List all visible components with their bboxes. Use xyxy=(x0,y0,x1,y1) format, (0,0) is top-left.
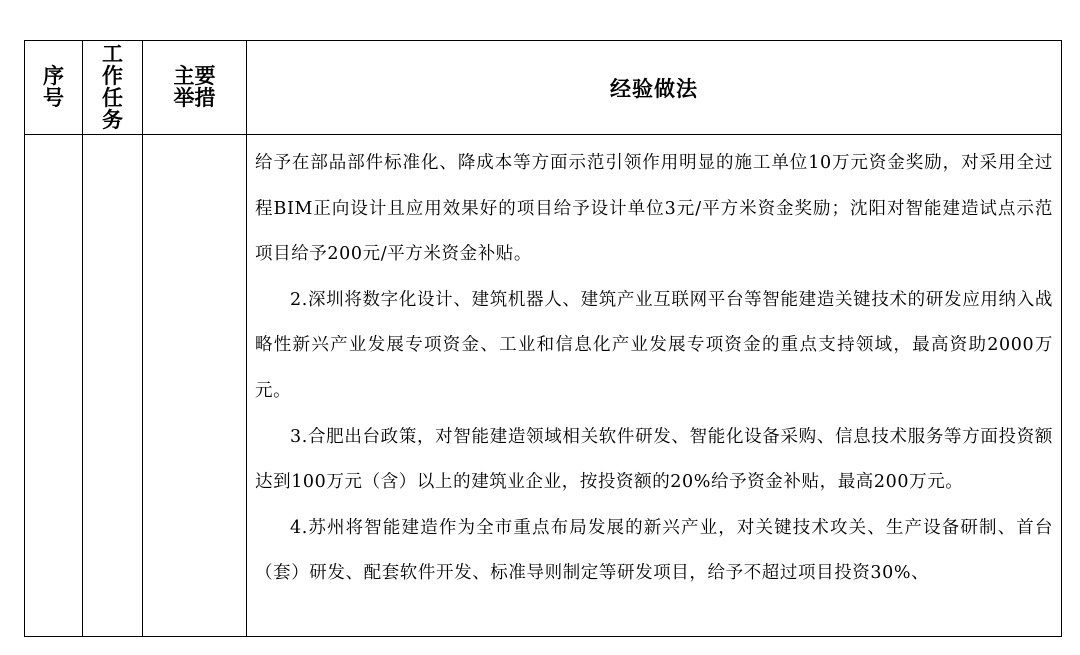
paragraph-4: 4.苏州将智能建造作为全市重点布局发展的新兴产业，对关键技术攻关、生产设备研制、首台（套）研发、配套软件开发、标准导则制定等研发项目，给予不超过项目投资30%、 xyxy=(255,517,1053,584)
header-index xyxy=(25,41,83,135)
header-measure xyxy=(143,41,247,135)
paragraph-2: 2.深圳将数字化设计、建筑机器人、建筑产业互联网平台等智能建造关键技术的研发应用纳入战略性新兴产业发展专项资金、工业和信息化产业发展专项资金的重点支持领域，最高资助2000万元。 xyxy=(255,289,1053,401)
content-row xyxy=(25,135,1062,637)
cell-index xyxy=(25,135,83,637)
paragraph-1: 给予在部品部件标准化、降成本等方面示范引领作用明显的施工单位10万元资金奖励，对采用全过程BIM正向设计且应用效果好的项目给予设计单位3元/平方米资金奖励；沈阳对智能建造试点示范项目给予200元/平方米资金补贴。 xyxy=(255,153,1053,265)
cell-task xyxy=(83,135,143,637)
cell-measure xyxy=(143,135,247,637)
header-measure-label: 主要举措 xyxy=(173,64,216,110)
header-row xyxy=(25,41,1062,135)
header-experience-label: 经验做法 xyxy=(610,76,698,101)
header-task xyxy=(83,41,143,135)
header-task-label: 工作任务 xyxy=(102,42,123,132)
policy-table xyxy=(24,40,1062,637)
header-experience xyxy=(247,41,1062,135)
cell-experience xyxy=(247,135,1062,637)
header-index-label: 序号 xyxy=(43,64,64,110)
paragraph-3: 3.合肥出台政策，对智能建造领域相关软件研发、智能化设备采购、信息技术服务等方面投资额达到100万元（含）以上的建筑业企业，按投资额的20%给予资金补贴，最高200万元。 xyxy=(255,426,1053,493)
